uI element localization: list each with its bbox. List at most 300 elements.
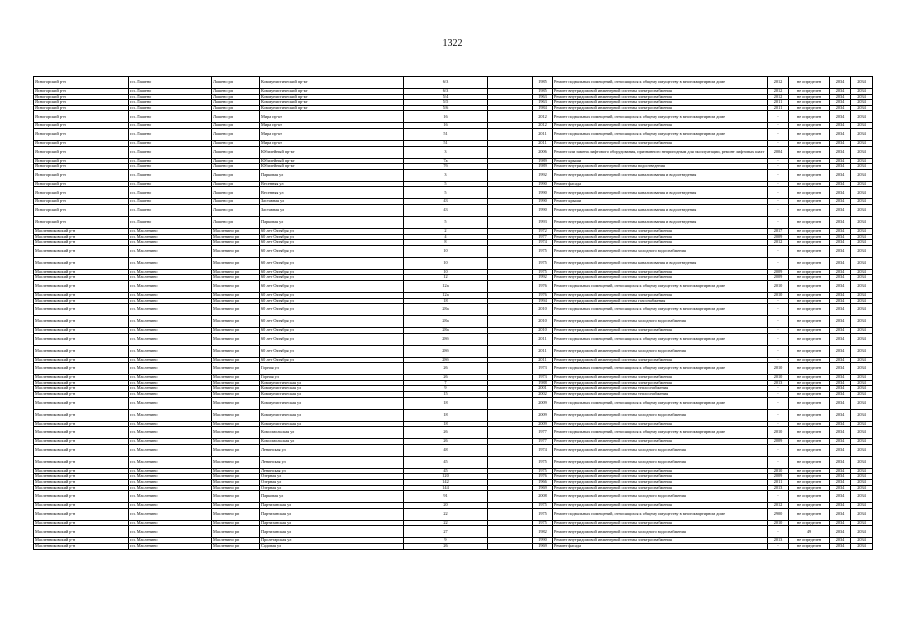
table-row [34,544,873,550]
cell-plan-start: 2034 [830,146,851,158]
cell-plan-start: 2034 [830,304,851,316]
cell-work-type: Ремонт внутридомовой инженерной системы электроснабжения [553,240,768,246]
cell-locality: Масленино рп [212,292,260,298]
cell-street: Мира пр-кт [260,140,404,146]
cell-house-number: 5 [404,187,488,199]
cell-settlement: г.п. Лашено [129,89,212,95]
cell-work-type: Ремонт подвальных помещений, относящихся к общему имуществу в многоквартирном доме [553,363,768,375]
cell-plan-end: 2034 [851,333,873,345]
cell-district: Ясногорский р-н [34,105,129,111]
cell-settlement: г.п. Масленино [129,228,212,234]
cell-house-number: 26 [404,363,488,375]
cell-settlement: г.п. Лашено [129,77,212,89]
cell-plan-start: 2034 [830,128,851,140]
cell-house-number: 5/4 [404,94,488,100]
cell-settlement: г.п. Масленино [129,292,212,298]
cell-locality: Масленино рп [212,328,260,334]
table-row [34,491,873,503]
cell-house-number: 15 [404,392,488,398]
cell-last-repair-year: - [768,304,789,316]
cell-settlement: г.п. Масленино [129,538,212,544]
cell-plan-end: 2034 [851,89,873,95]
cell-cost: не определен [789,269,830,275]
cell-street: Весенняя ул [260,187,404,199]
cell-locality: Масленино рп [212,427,260,439]
cell-year-built: 1988 [533,380,553,386]
cell-cost: не определен [789,397,830,409]
cell-district: Масленниковский р-н [34,333,129,345]
cell-street: Озерная ул [260,485,404,491]
cell-locality: Масленино рп [212,538,260,544]
cell-house-number: 43 [404,199,488,205]
cell-district: Масленниковский р-н [34,520,129,526]
cell-locality: Масленино рп [212,280,260,292]
cell-work-type: Ремонт внутридомовой инженерной системы холодного водоснабжения [553,245,768,257]
cell-year-built: 1993 [533,216,553,228]
cell-plan-end: 2034 [851,444,873,456]
cell-plan-start: 2034 [830,375,851,381]
cell-street: Парковая ул [260,491,404,503]
cell-plan-start: 2034 [830,94,851,100]
cell-street: Коммунистическая ул [260,392,404,398]
table-row [34,427,873,439]
cell-last-repair-year: 2012 [768,77,789,89]
cell-work-type: Ремонт крыши [553,158,768,164]
cell-district: Ясногорский р-н [34,140,129,146]
cell-district: Масленниковский р-н [34,280,129,292]
cell-cost: не определен [789,128,830,140]
cell-plan-start: 2034 [830,77,851,89]
cell-last-repair-year: - [768,386,789,392]
table-row [34,187,873,199]
cell-district: Масленниковский р-н [34,397,129,409]
cell-cost: не определен [789,380,830,386]
cell-house-number: 51 [404,128,488,140]
cell-plan-start: 2034 [830,298,851,304]
cell-plan-end: 2034 [851,204,873,216]
cell-last-repair-year: 2009 [768,275,789,281]
cell-plan-start: 2034 [830,520,851,526]
cell-street: Юбилейный пр-кт [260,146,404,158]
cell-settlement: г.п. Лашено [129,140,212,146]
cell-district: Ясногорский р-н [34,181,129,187]
cell-building [488,333,533,345]
cell-street: Коммунистическая ул [260,409,404,421]
cell-cost: не определен [789,94,830,100]
cell-house-number: 8 [404,240,488,246]
cell-year-built: 1992 [533,169,553,181]
cell-cost: не определен [789,89,830,95]
cell-building [488,280,533,292]
cell-locality: Лашено рп [212,94,260,100]
cell-work-type: Ремонт фасада [553,544,768,550]
cell-plan-end: 2034 [851,169,873,181]
cell-year-built: 1992 [533,275,553,281]
cell-last-repair-year: 2011 [768,480,789,486]
cell-plan-end: 2034 [851,456,873,468]
cell-settlement: г.п. Масленино [129,345,212,357]
cell-plan-start: 2034 [830,257,851,269]
cell-settlement: г.п. Масленино [129,503,212,509]
cell-work-type: Ремонт внутридомовой инженерной системы электроснабжения [553,538,768,544]
cell-cost: не определен [789,105,830,111]
cell-work-type: Ремонт внутридомовой инженерной системы канализования и водоотведения [553,187,768,199]
cell-last-repair-year: 2009 [768,439,789,445]
cell-house-number: 22 [404,508,488,520]
cell-last-repair-year: - [768,409,789,421]
cell-locality: Лашено рп [212,89,260,95]
cell-street: 60 лет Октября ул [260,257,404,269]
cell-plan-start: 2034 [830,386,851,392]
cell-work-type: Ремонт подвальных помещений, относящихся к общему имуществу в многоквартирном доме [553,397,768,409]
cell-last-repair-year: - [768,216,789,228]
cell-locality: Лашено рп [212,100,260,106]
cell-street: Партизанская ул [260,508,404,520]
cell-locality: Масленино рп [212,392,260,398]
cell-work-type: Ремонт подвальных помещений, относящихся к общему имуществу в многоквартирном доме [553,427,768,439]
cell-district: Ясногорский р-н [34,100,129,106]
cell-cost: не определен [789,77,830,89]
table-row [34,397,873,409]
cell-plan-start: 2034 [830,363,851,375]
cell-cost: не определен [789,216,830,228]
cell-house-number: 10 [404,257,488,269]
cell-cost: не определен [789,204,830,216]
cell-street: 60 лет Октября ул [260,245,404,257]
cell-settlement: г.п. Масленино [129,508,212,520]
cell-last-repair-year: 2012 [768,89,789,95]
cell-district: Масленниковский р-н [34,380,129,386]
cell-plan-end: 2034 [851,199,873,205]
cell-work-type: Ремонт внутридомовой инженерной системы электроснабжения [553,123,768,129]
cell-settlement: г.п. Масленино [129,298,212,304]
cell-house-number: 7б [404,164,488,170]
cell-street: Озерная ул [260,480,404,486]
cell-work-type: Ремонт внутридомовой инженерной системы электроснабжения [553,94,768,100]
cell-district: Масленниковский р-н [34,240,129,246]
cell-settlement: г.п. Лашено [129,146,212,158]
cell-house-number: 2 [404,228,488,234]
cell-plan-start: 2034 [830,485,851,491]
cell-street: Мира пр-кт [260,111,404,123]
cell-street: 60 лет Октября ул [260,234,404,240]
cell-district: Масленниковский р-н [34,298,129,304]
cell-locality: Масленино рп [212,245,260,257]
cell-work-type: Ремонт внутридомовой инженерной системы электроснабжения [553,520,768,526]
cell-house-number: 3 [404,169,488,181]
cell-plan-end: 2034 [851,526,873,538]
cell-year-built: 1966 [533,480,553,486]
cell-settlement: г.п. Лашено [129,100,212,106]
cell-last-repair-year: - [768,357,789,363]
cell-street: 60 лет Октября ул [260,275,404,281]
table-row [34,245,873,257]
cell-plan-start: 2034 [830,421,851,427]
cell-settlement: г.п. Масленино [129,468,212,474]
cell-plan-start: 2034 [830,228,851,234]
cell-year-built: 1975 [533,520,553,526]
cell-settlement: г.п. Масленино [129,380,212,386]
cell-work-type: Ремонт подвальных помещений, относящихся к общему имуществу в многоквартирном доме [553,508,768,520]
cell-plan-start: 2034 [830,544,851,550]
cell-street: 60 лет Октября ул [260,298,404,304]
table-row [34,508,873,520]
cell-house-number: 27 [404,526,488,538]
cell-building [488,409,533,421]
page-number: 1322 [442,38,463,49]
cell-cost: не определен [789,439,830,445]
table-row [34,363,873,375]
cell-plan-end: 2034 [851,245,873,257]
cell-plan-start: 2034 [830,123,851,129]
cell-year-built: 1974 [533,240,553,246]
cell-locality: Масленино рп [212,316,260,328]
cell-district: Ясногорский р-н [34,123,129,129]
cell-settlement: г.п. Масленино [129,421,212,427]
cell-plan-end: 2034 [851,234,873,240]
cell-house-number: 22 [404,520,488,526]
cell-plan-start: 2034 [830,105,851,111]
cell-last-repair-year: 2010 [768,468,789,474]
cell-last-repair-year: - [768,392,789,398]
cell-house-number: 3 [404,146,488,158]
cell-settlement: г.п. Масленино [129,316,212,328]
cell-last-repair-year: 2012 [768,94,789,100]
table-row [34,444,873,456]
cell-house-number: 12а [404,292,488,298]
cell-plan-start: 2034 [830,111,851,123]
cell-house-number: 16 [404,123,488,129]
cell-plan-end: 2034 [851,292,873,298]
cell-settlement: г.п. Лашено [129,94,212,100]
table-row [34,333,873,345]
cell-plan-start: 2034 [830,234,851,240]
table-row [34,280,873,292]
cell-work-type: Ремонт внутридомовой инженерной системы электроснабжения [553,328,768,334]
cell-street: Горная ул [260,375,404,381]
cell-work-type: Ремонт внутридомовой инженерной системы электроснабжения [553,105,768,111]
cell-plan-end: 2034 [851,275,873,281]
cell-year-built: 1973 [533,375,553,381]
cell-cost: не определен [789,316,830,328]
registry-table [33,76,873,550]
cell-locality: Масленино рп [212,357,260,363]
cell-plan-end: 2034 [851,538,873,544]
cell-settlement: г.п. Масленино [129,520,212,526]
cell-cost: не определен [789,111,830,123]
cell-settlement: г.п. Лашено [129,181,212,187]
cell-cost: не определен [789,280,830,292]
cell-plan-end: 2034 [851,140,873,146]
cell-last-repair-year: - [768,169,789,181]
cell-street: 60 лет Октября ул [260,240,404,246]
cell-settlement: г.п. Масленино [129,456,212,468]
cell-work-type: Ремонт внутридомовой инженерной системы электроснабжения [553,503,768,509]
cell-plan-start: 2034 [830,328,851,334]
cell-district: Масленниковский р-н [34,538,129,544]
cell-district: Масленниковский р-н [34,427,129,439]
cell-plan-start: 2034 [830,503,851,509]
cell-plan-end: 2034 [851,357,873,363]
cell-locality: Масленино рп [212,444,260,456]
cell-locality: Масленино рп [212,468,260,474]
cell-house-number: 51 [404,140,488,146]
cell-district: Масленниковский р-н [34,480,129,486]
cell-locality: Масленино рп [212,228,260,234]
cell-street: Юбилейный пр-кт [260,164,404,170]
cell-settlement: г.п. Масленино [129,269,212,275]
cell-district: Масленниковский р-н [34,485,129,491]
cell-work-type: Ремонт подвальных помещений, относящихся к общему имуществу в многоквартирном доме [553,111,768,123]
cell-last-repair-year: 2010 [768,280,789,292]
cell-cost: не определен [789,538,830,544]
cell-plan-start: 2034 [830,526,851,538]
cell-plan-start: 2034 [830,158,851,164]
cell-last-repair-year: - [768,526,789,538]
cell-year-built: 1989 [533,158,553,164]
cell-year-built: 1977 [533,234,553,240]
cell-street: Ленинская ул [260,444,404,456]
cell-house-number: 5 [404,181,488,187]
cell-house-number: 45 [404,468,488,474]
cell-house-number: 7а [404,158,488,164]
cell-year-built: 2011 [533,140,553,146]
cell-plan-start: 2034 [830,245,851,257]
cell-street: 60 лет Октября ул [260,316,404,328]
cell-work-type: Ремонт внутридомовой инженерной системы электроснабжения [553,468,768,474]
cell-district: Масленниковский р-н [34,456,129,468]
cell-work-type: Ремонт внутридомовой инженерной системы электроснабжения [553,480,768,486]
cell-last-repair-year: 2011 [768,100,789,106]
cell-district: Масленниковский р-н [34,316,129,328]
cell-house-number: 10 [404,245,488,257]
cell-district: Масленниковский р-н [34,245,129,257]
cell-house-number: 7 [404,380,488,386]
table-row [34,169,873,181]
cell-cost: не определен [789,345,830,357]
cell-locality: Масленино рп [212,275,260,281]
cell-district: Ясногорский р-н [34,128,129,140]
cell-settlement: г.п. Лашено [129,128,212,140]
cell-settlement: г.п. Лашено [129,204,212,216]
cell-last-repair-year: 2013 [768,538,789,544]
cell-street: Коммунистическая ул [260,421,404,427]
cell-locality: Лашено рп [212,181,260,187]
cell-house-number: 5 [404,216,488,228]
cell-district: Масленниковский р-н [34,257,129,269]
cell-plan-end: 2034 [851,158,873,164]
cell-locality: Масленино рп [212,544,260,550]
cell-district: Масленниковский р-н [34,468,129,474]
cell-year-built: 1990 [533,538,553,544]
cell-year-built: 1972 [533,228,553,234]
cell-work-type: Ремонт внутридомовой инженерной системы электроснабжения [553,100,768,106]
cell-settlement: г.п. Масленино [129,280,212,292]
cell-plan-end: 2034 [851,409,873,421]
cell-locality: Масленино рп [212,520,260,526]
cell-plan-end: 2034 [851,100,873,106]
cell-plan-start: 2034 [830,392,851,398]
cell-house-number: 120 [404,474,488,480]
cell-plan-start: 2034 [830,538,851,544]
cell-district: Масленниковский р-н [34,269,129,275]
cell-building [488,316,533,328]
cell-settlement: г.п. Масленино [129,328,212,334]
cell-plan-end: 2034 [851,345,873,357]
cell-year-built: 2010 [533,328,553,334]
cell-district: Масленниковский р-н [34,386,129,392]
cell-street: Заставная ул [260,204,404,216]
cell-work-type: Ремонт внутридомовой инженерной системы электроснабжения [553,234,768,240]
cell-house-number: 26 [404,544,488,550]
cell-house-number: 28б [404,357,488,363]
cell-plan-end: 2034 [851,269,873,275]
cell-district: Масленниковский р-н [34,503,129,509]
cell-year-built: 2008 [533,491,553,503]
cell-locality: Лашено рп [212,111,260,123]
cell-plan-start: 2034 [830,216,851,228]
cell-last-repair-year: - [768,111,789,123]
cell-year-built: 1985 [533,77,553,89]
cell-year-built: 2011 [533,357,553,363]
cell-work-type: Ремонт внутридомовой инженерной системы электроснабжения [553,89,768,95]
cell-settlement: г.п. Масленино [129,544,212,550]
cell-plan-end: 2034 [851,257,873,269]
cell-year-built: 2011 [533,128,553,140]
cell-work-type: Ремонт внутридомовой инженерной системы электроснабжения [553,140,768,146]
cell-district: Масленниковский р-н [34,439,129,445]
cell-house-number: 28б [404,345,488,357]
cell-settlement: г.п. Масленино [129,386,212,392]
cell-year-built: 2011 [533,333,553,345]
cell-plan-start: 2034 [830,140,851,146]
cell-year-built: 1990 [533,181,553,187]
cell-locality: Лашено рп [212,169,260,181]
cell-year-built: 1977 [533,427,553,439]
cell-plan-end: 2034 [851,375,873,381]
cell-cost: не определен [789,444,830,456]
cell-plan-end: 2034 [851,427,873,439]
cell-work-type: Ремонт подвальных помещений, относящихся к общему имуществу в многоквартирном доме [553,280,768,292]
cell-cost: не определен [789,491,830,503]
cell-locality: Лашено рп [212,123,260,129]
cell-last-repair-year: 2010 [768,375,789,381]
cell-work-type: Ремонт внутридомовой инженерной системы холодного водоснабжения [553,444,768,456]
cell-year-built: 1963 [533,94,553,100]
cell-work-type: Ремонт внутридомовой инженерной системы канализования и водоотведения [553,204,768,216]
cell-settlement: г.п. Масленино [129,427,212,439]
cell-plan-start: 2034 [830,444,851,456]
cell-locality: Масленино рп [212,386,260,392]
cell-plan-start: 2034 [830,100,851,106]
cell-locality: Лашено рп [212,164,260,170]
cell-plan-start: 2034 [830,380,851,386]
cell-house-number: 16 [404,111,488,123]
cell-work-type: Ремонт внутридомовой инженерной системы холодного водоснабжения [553,316,768,328]
cell-house-number: 18 [404,298,488,304]
cell-year-built: 1990 [533,204,553,216]
cell-locality: Масленино рп [212,363,260,375]
cell-year-built: 1969 [533,544,553,550]
registry-body [34,77,873,550]
cell-year-built: 1975 [533,269,553,275]
cell-plan-end: 2034 [851,480,873,486]
cell-district: Ясногорский р-н [34,111,129,123]
cell-house-number: 18 [404,409,488,421]
cell-plan-end: 2034 [851,128,873,140]
cell-locality: Масленино рп [212,345,260,357]
cell-street: 60 лет Октября ул [260,304,404,316]
